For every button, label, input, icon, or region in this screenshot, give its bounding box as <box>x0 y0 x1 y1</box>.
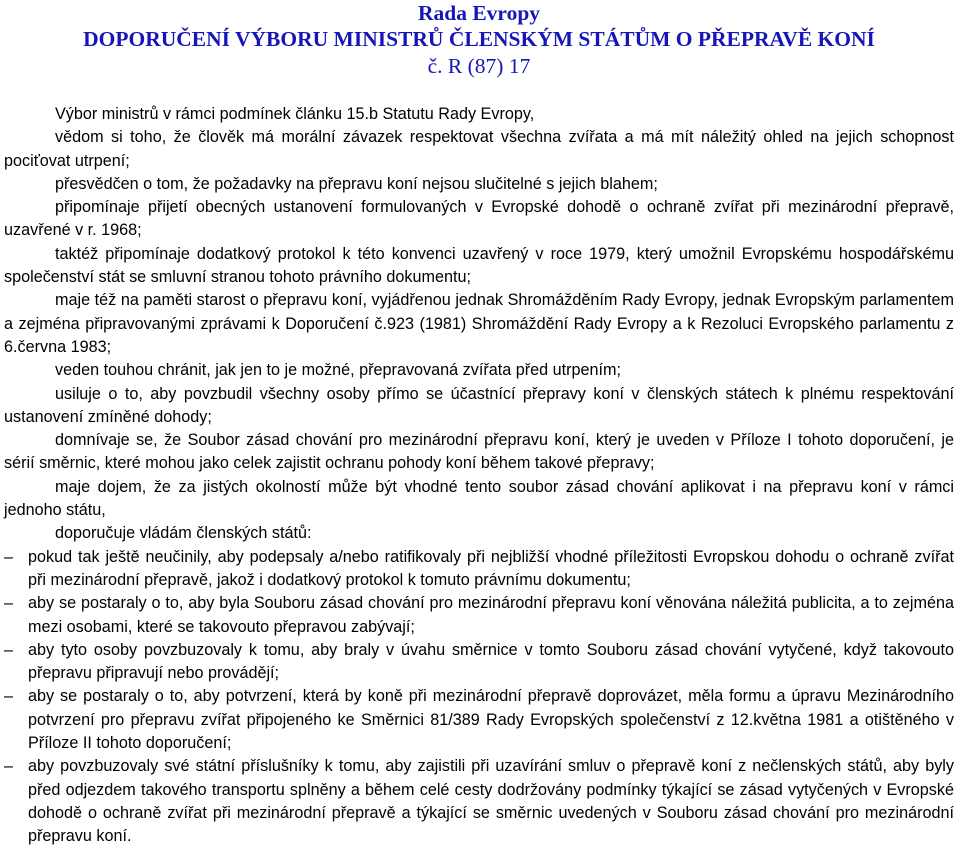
list-item <box>4 639 954 686</box>
paragraph: maje též na paměti starost o přepravu koní, vyjádřenou jednak Shromážděním Rady Evropy, jednak Evropským parlamentem a zejména připravovanými zprávami k Doporučení č.923 (1981) Shromáždění Rady Evropy a k Rezoluci Evropského parlamentu z 6.června 1983; <box>4 291 954 356</box>
document-body <box>4 103 954 849</box>
list-item-text: aby povzbuzovaly své státní příslušníky k tomu, aby zajistili při uzavírání smluv o přepravě koní z nečlenských států, aby byly před odjezdem takového transportu splněny a během celé cesty dodržovány podmínky týkající se zásad vytyčených v Evropské dohodě o ochraně zvířat při mezinárodní přepravě a týkající se směrnic uvedených v Souboru zásad chování pro mezinárodní přepravu koní. <box>28 757 954 846</box>
recommendations-list <box>4 546 954 849</box>
dash-bullet: – <box>4 757 14 776</box>
list-item <box>4 592 954 639</box>
paragraph: usiluje o to, aby povzbudil všechny osoby přímo se účastnící přepravy koní v členských státech k plnému respektování ustanovení zmíněné dohody; <box>4 384 954 426</box>
document-header <box>4 0 954 80</box>
paragraph: maje dojem, že za jistých okolností může být vhodné tento soubor zásad chování aplikovat i na přepravu koní v rámci jednoho státu, <box>4 477 954 520</box>
paragraph: veden touhou chránit, jak jen to je možné, přepravovaná zvířata před utrpením; <box>55 361 621 380</box>
list-item <box>4 685 954 755</box>
paragraph: připomínaje přijetí obecných ustanovení formulovaných v Evropské dohodě o ochraně zvířat při mezinárodní přepravě, uzavřené v r. 1968; <box>4 198 954 240</box>
paragraph: taktéž připomínaje dodatkový protokol k této konvenci uzavřený v roce 1979, který umožnil Evropskému hospodářskému společenství stát se smluvní stranou tohoto právního dokumentu; <box>4 244 954 287</box>
list-item-text: pokud tak ještě neučinily, aby podepsaly a/nebo ratifikovaly při nejbližší vhodné příležitosti Evropskou dohodu o ochraně zvířat při mezinárodní přepravě, jakož i dodatkový protokol k tomuto právnímu dokumentu; <box>28 547 954 589</box>
dash-bullet: – <box>4 547 14 566</box>
list-item-text: aby tyto osoby povzbuzovaly k tomu, aby braly v úvahu směrnice v tomto Souboru zásad chování vytyčené, když takovouto přepravu připravují nebo provádějí; <box>28 640 954 683</box>
paragraph: přesvědčen o tom, že požadavky na přepravu koní nejsou slučitelné s jejich blahem; <box>55 174 658 193</box>
paragraph: domnívaje se, že Soubor zásad chování pro mezinárodní přepravu koní, který je uveden v Příloze I tohoto doporučení, je sérií směrnic, které mohou jako celek zajistit ochranu pohody koní během takové přepravy; <box>4 431 954 473</box>
dash-bullet: – <box>4 687 14 706</box>
document-title: DOPORUČENÍ VÝBORU MINISTRŮ ČLENSKÝM STÁTŮM O PŘEPRAVĚ KONÍ <box>83 27 875 51</box>
list-item <box>4 546 954 593</box>
document-reference: č. R (87) 17 <box>427 54 531 78</box>
list-item <box>4 755 954 848</box>
list-item-text: aby se postaraly o to, aby byla Souboru zásad chování pro mezinárodní přepravu koní věnována náležitá publicita, a to zejména mezi osobami, které se takovouto přepravou zabývají; <box>28 594 954 636</box>
dash-bullet: – <box>4 594 14 613</box>
paragraph: vědom si toho, že člověk má morální závazek respektovat všechna zvířata a má mít náležitý ohled na jejich schopnost pociťovat utrpení; <box>4 128 954 170</box>
recommendation-intro: doporučuje vládám členských států: <box>55 524 312 543</box>
list-item-text: aby se postaraly o to, aby potvrzení, která by koně při mezinárodní přepravě doprovázet, měla formu a úpravu Mezinárodního potvrzení pro přepravu zvířat připojeného ke Směrnici 81/389 Rady Evropských společenství z 12.května 1981 a otištěného v Příloze II tohoto doporučení; <box>28 687 954 753</box>
dash-bullet: – <box>4 640 14 659</box>
paragraph-preamble: Výbor ministrů v rámci podmínek článku 15.b Statutu Rady Evropy, <box>55 105 535 123</box>
organization-name: Rada Evropy <box>417 1 541 25</box>
